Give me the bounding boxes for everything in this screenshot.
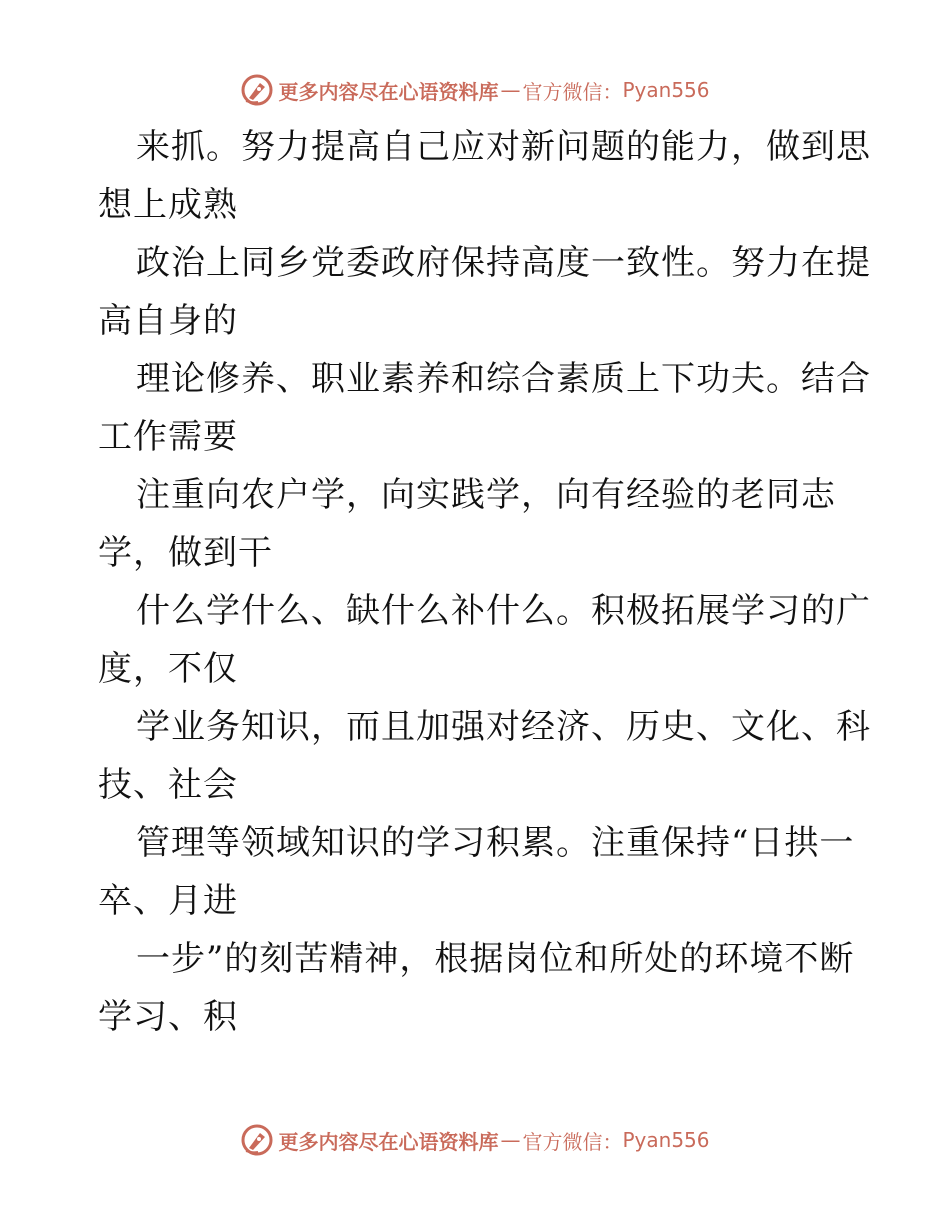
paragraph	[98, 234, 878, 350]
pen-nib-circle-icon	[240, 73, 274, 107]
document-body	[98, 118, 878, 1046]
banner-wechat-label: 官方微信：	[522, 79, 623, 104]
header-banner	[0, 70, 950, 110]
banner-dash: —	[500, 1128, 521, 1152]
paragraph-line: 政治上同乡党委政府保持高度一致性。努力在提	[136, 243, 871, 283]
paragraph-line: 什么学什么、缺什么补什么。积极拓展学习的广	[136, 591, 871, 631]
paragraph-line: 学业务知识，而且加强对经济、历史、文化、科	[136, 707, 871, 747]
paragraph-line: 高自身的	[98, 301, 238, 341]
paragraph	[98, 350, 878, 466]
paragraph-line: 一步”的刻苦精神，根据岗位和所处的环境不断	[136, 939, 855, 979]
paragraph-line: 想上成熟	[98, 185, 238, 225]
paragraph-line: 学习、积	[98, 997, 238, 1037]
banner-wechat-label: 官方微信：	[522, 1129, 623, 1154]
footer-banner	[0, 1120, 950, 1160]
banner-wechat-id: Pyan556	[622, 1128, 710, 1152]
paragraph-line: 卒、月进	[98, 881, 238, 921]
paragraph	[98, 582, 878, 698]
banner-wechat-id: Pyan556	[622, 78, 710, 102]
paragraph	[98, 814, 878, 930]
banner-title: 更多内容尽在心语资料库	[278, 1129, 499, 1154]
banner-dash: —	[500, 78, 521, 102]
paragraph	[98, 466, 878, 582]
paragraph-line: 管理等领域知识的学习积累。注重保持“日拱一	[136, 823, 855, 863]
paragraph-line: 度，不仅	[98, 649, 238, 689]
paragraph-line: 学，做到干	[98, 533, 273, 573]
paragraph-line: 注重向农户学，向实践学，向有经验的老同志	[136, 475, 836, 515]
paragraph-line: 理论修养、职业素养和综合素质上下功夫。结合	[136, 359, 871, 399]
banner-title: 更多内容尽在心语资料库	[278, 79, 499, 104]
pen-nib-circle-icon	[240, 1123, 274, 1157]
paragraph	[98, 118, 878, 234]
paragraph	[98, 698, 878, 814]
paragraph-line: 工作需要	[98, 417, 238, 457]
paragraph	[98, 930, 878, 1046]
paragraph-line: 来抓。努力提高自己应对新问题的能力，做到思	[136, 127, 871, 167]
paragraph-line: 技、社会	[98, 765, 238, 805]
